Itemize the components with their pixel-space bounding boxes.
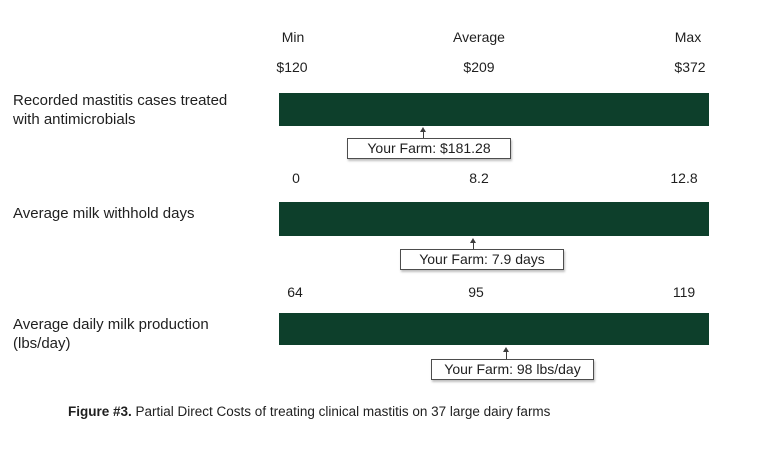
- row3-average-value: 95: [468, 284, 484, 300]
- row1-your-farm-callout: Your Farm: $181.28: [347, 138, 511, 159]
- row2-max-value: 12.8: [670, 170, 698, 186]
- row3-category-label-line2: (lbs/day): [13, 335, 71, 352]
- row1-max-value: $372: [674, 59, 706, 75]
- row2-min-value: 0: [292, 170, 300, 186]
- row2-callout-stem: [473, 242, 474, 249]
- row1-callout-stem: [423, 131, 424, 138]
- figure-caption: [68, 403, 688, 420]
- row2-category-label-line1: Average milk withhold days: [13, 205, 195, 222]
- row3-category-label-line1: Average daily milk production: [13, 316, 209, 333]
- column-header-min: Min: [281, 29, 305, 45]
- row3-callout-stem: [506, 351, 507, 359]
- figure-caption-text: Partial Direct Costs of treating clinical mastitis on 37 large dairy farms: [131, 404, 551, 419]
- row3-max-value: 119: [672, 284, 696, 300]
- row3-min-value: 64: [287, 284, 303, 300]
- row2-your-farm-callout: Your Farm: 7.9 days: [400, 249, 564, 270]
- row2-range-bar: [279, 202, 709, 236]
- column-header-max: Max: [674, 29, 702, 45]
- row1-category-label: [13, 91, 271, 129]
- row2-category-label: [13, 204, 271, 223]
- figure-caption-number: Figure #3.: [68, 404, 132, 419]
- column-header-average: Average: [453, 29, 505, 45]
- row1-average-value: $209: [463, 59, 495, 75]
- row3-your-farm-callout: Your Farm: 98 lbs/day: [431, 359, 594, 380]
- row2-average-value: 8.2: [469, 170, 489, 186]
- row1-range-bar: [279, 93, 709, 126]
- row3-range-bar: [279, 313, 709, 345]
- row1-category-label-line1: Recorded mastitis cases treated: [13, 92, 228, 109]
- row3-category-label: [13, 315, 271, 353]
- row1-category-label-line2: with antimicrobials: [13, 111, 136, 128]
- row1-min-value: $120: [276, 59, 308, 75]
